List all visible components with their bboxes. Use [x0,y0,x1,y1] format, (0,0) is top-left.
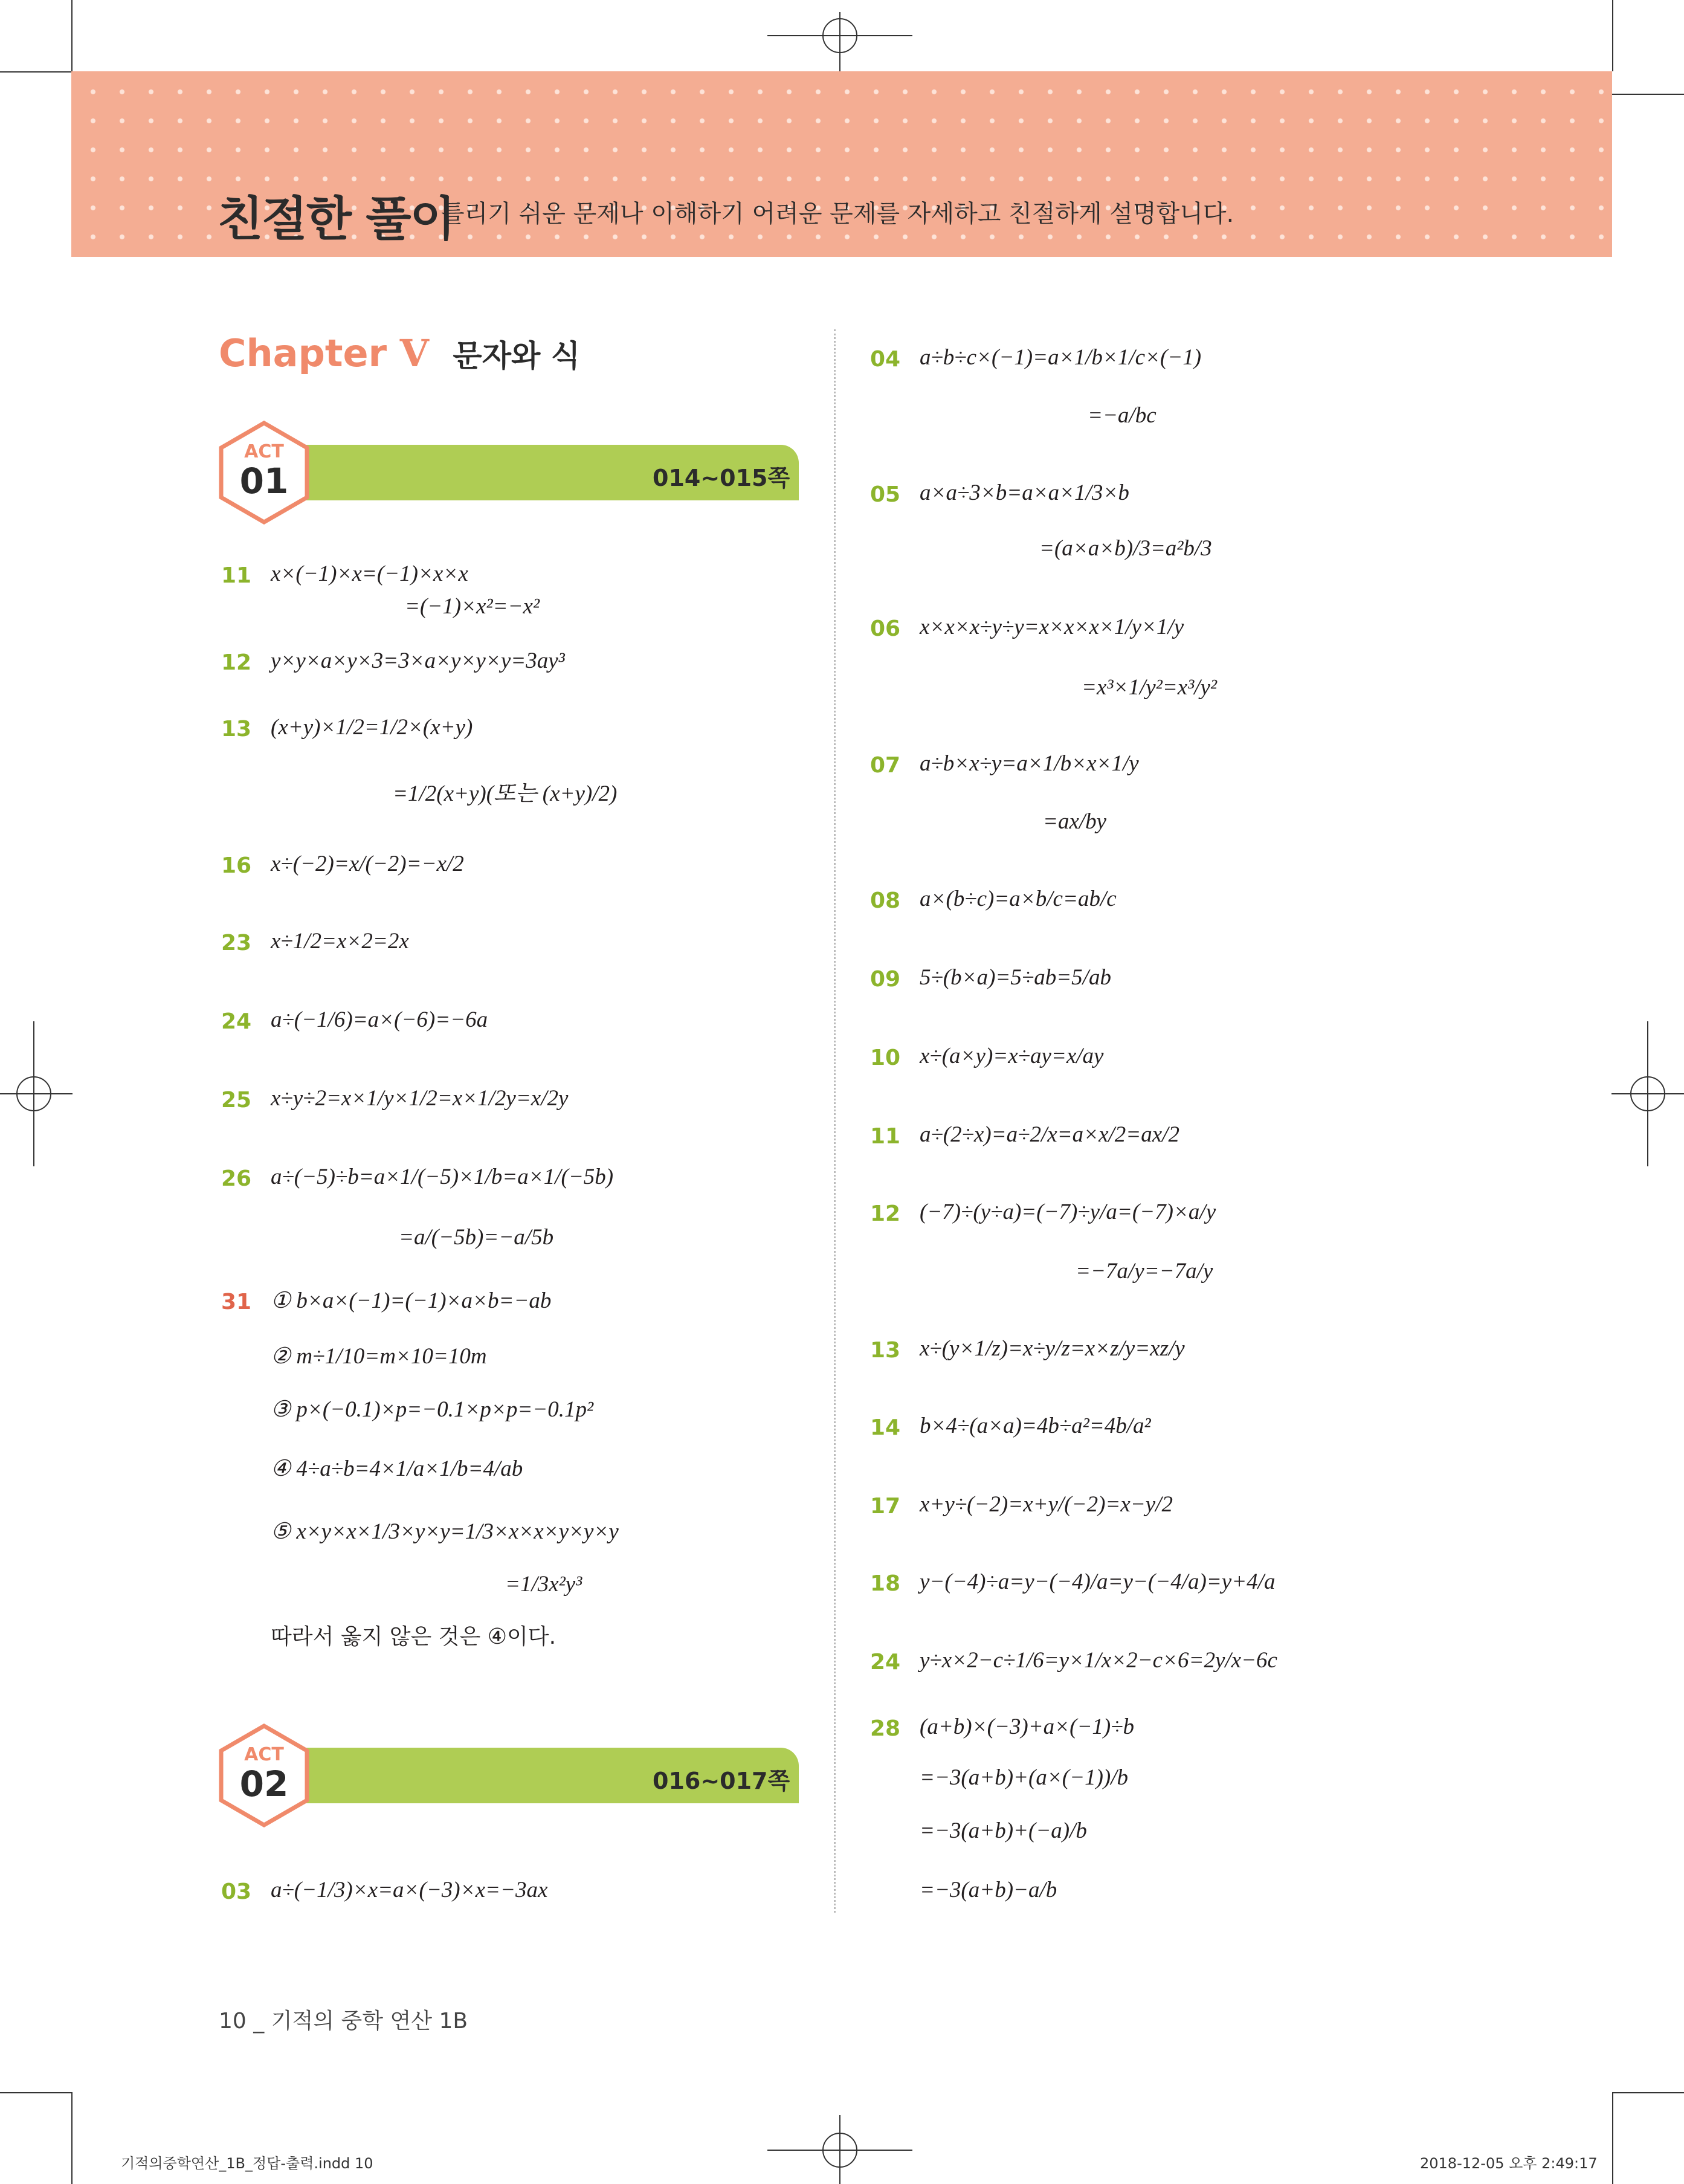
chapter-roman: Ⅴ [399,334,429,375]
solution-line: =a/(−5b)=−a/5b [399,1225,554,1250]
slug-filename: 기적의중학연산_1B_정답-출력.indd 10 [121,2155,373,2172]
registration-target-top [767,12,912,79]
solution-line: x÷(−2)=x/(−2)=−x/2 [271,851,464,876]
crop-mark [1612,2092,1684,2093]
problem-number: 12 [221,650,252,675]
solution-line: ① b×a×(−1)=(−1)×a×b=−ab [271,1288,552,1313]
column-divider [834,329,836,1913]
solution-line: =−3(a+b)+(a×(−1))/b [920,1765,1129,1790]
solution-line: x÷y÷2=x×1/y×1/2=x×1/2y=x/2y [271,1086,569,1111]
solution-line: =x³×1/y²=x³/y² [1082,675,1218,700]
problem-number: 14 [870,1415,901,1440]
solution-line: a×a÷3×b=a×a×1/3×b [920,480,1129,505]
crop-mark [1612,2092,1613,2184]
act-number: 02 [239,1763,289,1804]
problem-number: 13 [870,1338,901,1363]
solution-line: ② m÷1/10=m×10=10m [271,1344,487,1369]
solution-line: ③ p×(−0.1)×p=−0.1×p×p=−0.1p² [271,1397,594,1422]
solution-line: =1/2(x+y)(또는 (x+y)/2) [393,781,618,806]
crop-mark [0,71,71,73]
problem-number: 10 [870,1045,901,1070]
problem-number: 28 [870,1716,901,1741]
chapter-name: 문자와 식 [453,338,581,373]
solution-line: a÷b×x÷y=a×1/b×x×1/y [920,751,1139,776]
problem-number: 09 [870,967,901,992]
solution-line: y×y×a×y×3=3×a×y×y×y=3ay³ [271,648,565,673]
problem-number: 11 [870,1124,901,1149]
solution-line: a×(b÷c)=a×b/c=ab/c [920,887,1117,911]
crop-mark [71,2092,73,2184]
solution-line: x÷1/2=x×2=2x [271,929,409,954]
problem-number: 26 [221,1166,252,1191]
problem-number: 05 [870,482,901,507]
solution-line: b×4÷(a×a)=4b÷a²=4b/a² [920,1413,1151,1438]
solution-line: 5÷(b×a)=5÷ab=5/ab [920,965,1111,990]
problem-number: 18 [870,1571,901,1596]
chapter-heading [219,331,580,376]
solution-line: y−(−4)÷a=y−(−4)/a=y−(−4/a)=y+4/a [920,1569,1276,1594]
footer-separator: _ [253,2009,271,2034]
problem-number: 24 [221,1009,252,1034]
act-label: ACT [244,1744,284,1765]
solution-line: x×(−1)×x=(−1)×x×x [271,561,468,586]
act-label: ACT [244,441,284,462]
page-number: 10 [219,2009,247,2034]
conclusion-text: 따라서 옳지 않은 것은 ④이다. [271,1624,556,1649]
problem-number: 08 [870,888,901,913]
solution-line: =(−1)×x²=−x² [405,594,540,619]
chapter-label: Chapter [219,331,387,375]
page-subtitle: 틀리기 쉬운 문제나 이해하기 어려운 문제를 자세하고 친절하게 설명합니다. [441,200,1234,228]
solution-line: =1/3x²y³ [505,1572,582,1597]
solution-line: =−3(a+b)−a/b [920,1878,1057,1902]
solution-line: a÷(−5)÷b=a×1/(−5)×1/b=a×1/(−5b) [271,1165,614,1189]
solution-line: =−3(a+b)+(−a)/b [920,1818,1087,1843]
problem-number: 31 [221,1290,252,1314]
problem-number: 25 [221,1088,252,1113]
problem-number: 07 [870,753,901,778]
crop-mark [1612,94,1684,95]
solution-line: x×x×x÷y÷y=x×x×x×1/y×1/y [920,615,1184,639]
problem-number: 12 [870,1201,901,1226]
solution-line: x+y÷(−2)=x+y/(−2)=x−y/2 [920,1492,1173,1517]
solution-line: y÷x×2−c÷1/6=y×1/x×2−c×6=2y/x−6c [920,1648,1277,1673]
solution-line: (−7)÷(y÷a)=(−7)÷y/a=(−7)×a/y [920,1200,1216,1224]
registration-target-right [1611,1021,1684,1166]
problem-number: 23 [221,931,252,955]
act-number: 01 [239,460,289,502]
solution-line: a÷(−1/6)=a×(−6)=−6a [271,1007,488,1032]
act-pages: 014~015쪽 [653,465,790,491]
solution-line: =(a×a×b)/3=a²b/3 [1039,536,1212,561]
registration-target-left [0,1021,73,1166]
act-pages: 016~017쪽 [653,1768,790,1794]
solution-line: =−7a/y=−7a/y [1076,1259,1213,1284]
slug-timestamp: 2018-12-05 오후 2:49:17 [1420,2155,1598,2172]
problem-number: 06 [870,616,901,641]
solution-line: a÷b÷c×(−1)=a×1/b×1/c×(−1) [920,345,1202,370]
registration-target-bottom [767,2115,912,2184]
crop-mark [1612,0,1613,71]
problem-number: 04 [870,347,901,372]
crop-mark [0,2092,71,2093]
solution-line: a÷(2÷x)=a÷2/x=a×x/2=ax/2 [920,1122,1179,1147]
solution-line: =−a/bc [1088,403,1157,428]
solution-line: (a+b)×(−3)+a×(−1)÷b [920,1714,1135,1739]
solution-line: =ax/by [1043,809,1107,834]
solution-line: ⑤ x×y×x×1/3×y×y=1/3×x×x×y×y×y [271,1519,619,1544]
solution-line: x÷(a×y)=x÷ay=x/ay [920,1044,1104,1068]
crop-mark [71,0,73,71]
problem-number: 17 [870,1494,901,1519]
problem-number: 11 [221,563,252,588]
problem-number: 24 [870,1650,901,1675]
solution-line: ④ 4÷a÷b=4×1/a×1/b=4/ab [271,1456,523,1481]
solution-line: x÷(y×1/z)=x÷y/z=x×z/y=xz/y [920,1336,1185,1361]
solution-line: a÷(−1/3)×x=a×(−3)×x=−3ax [271,1878,548,1902]
solution-line: (x+y)×1/2=1/2×(x+y) [271,715,473,740]
page-footer [219,2004,468,2035]
page-title: 친절한 풀이 [218,192,454,247]
problem-number: 13 [221,717,252,741]
problem-number: 03 [221,1879,252,1904]
book-title: 기적의 중학 연산 1B [271,2009,468,2034]
problem-number: 16 [221,853,252,878]
